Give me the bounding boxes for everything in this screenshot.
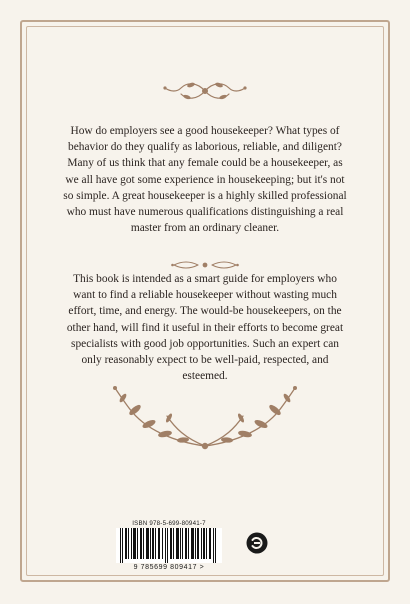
barcode-bars <box>116 528 222 563</box>
top-floral-ornament <box>0 78 410 104</box>
description-paragraph-2: This book is intended as a smart guide for employers who want to find a reliable housekeeper without wasting much effort, time, and energy. The would-be housekeepers, on the other hand, will find it useful in their efforts to become great specialists with good job opportunities. Such an expert can only reasonably expect to be well-paid, respected, and esteemed. <box>66 273 344 383</box>
description-paragraph-1: How do employers see a good housekeeper? What types of behavior do they qualify as laborious, reliable, and diligent? Many of us think that any female could be a housekeeper, as we all have got some experience in housekeeping; but it's not so simple. A great housekeeper is a highly skilled professional who must have numerous qualifications distinguishing a real master from an ordinary cleaner. <box>63 125 347 235</box>
barcode-digits: 9 785699 809417 > <box>133 564 205 571</box>
middle-divider-ornament <box>0 260 410 270</box>
bottom-wreath-ornament <box>0 380 410 452</box>
isbn-number: ISBN 978-5-699-80941-7 <box>132 520 206 527</box>
wreath-ornament-icon <box>105 380 305 452</box>
floral-ornament-icon <box>157 78 253 104</box>
eksmo-logo-icon <box>246 532 268 554</box>
divider-ornament-icon <box>170 260 240 270</box>
isbn-barcode <box>114 520 224 572</box>
